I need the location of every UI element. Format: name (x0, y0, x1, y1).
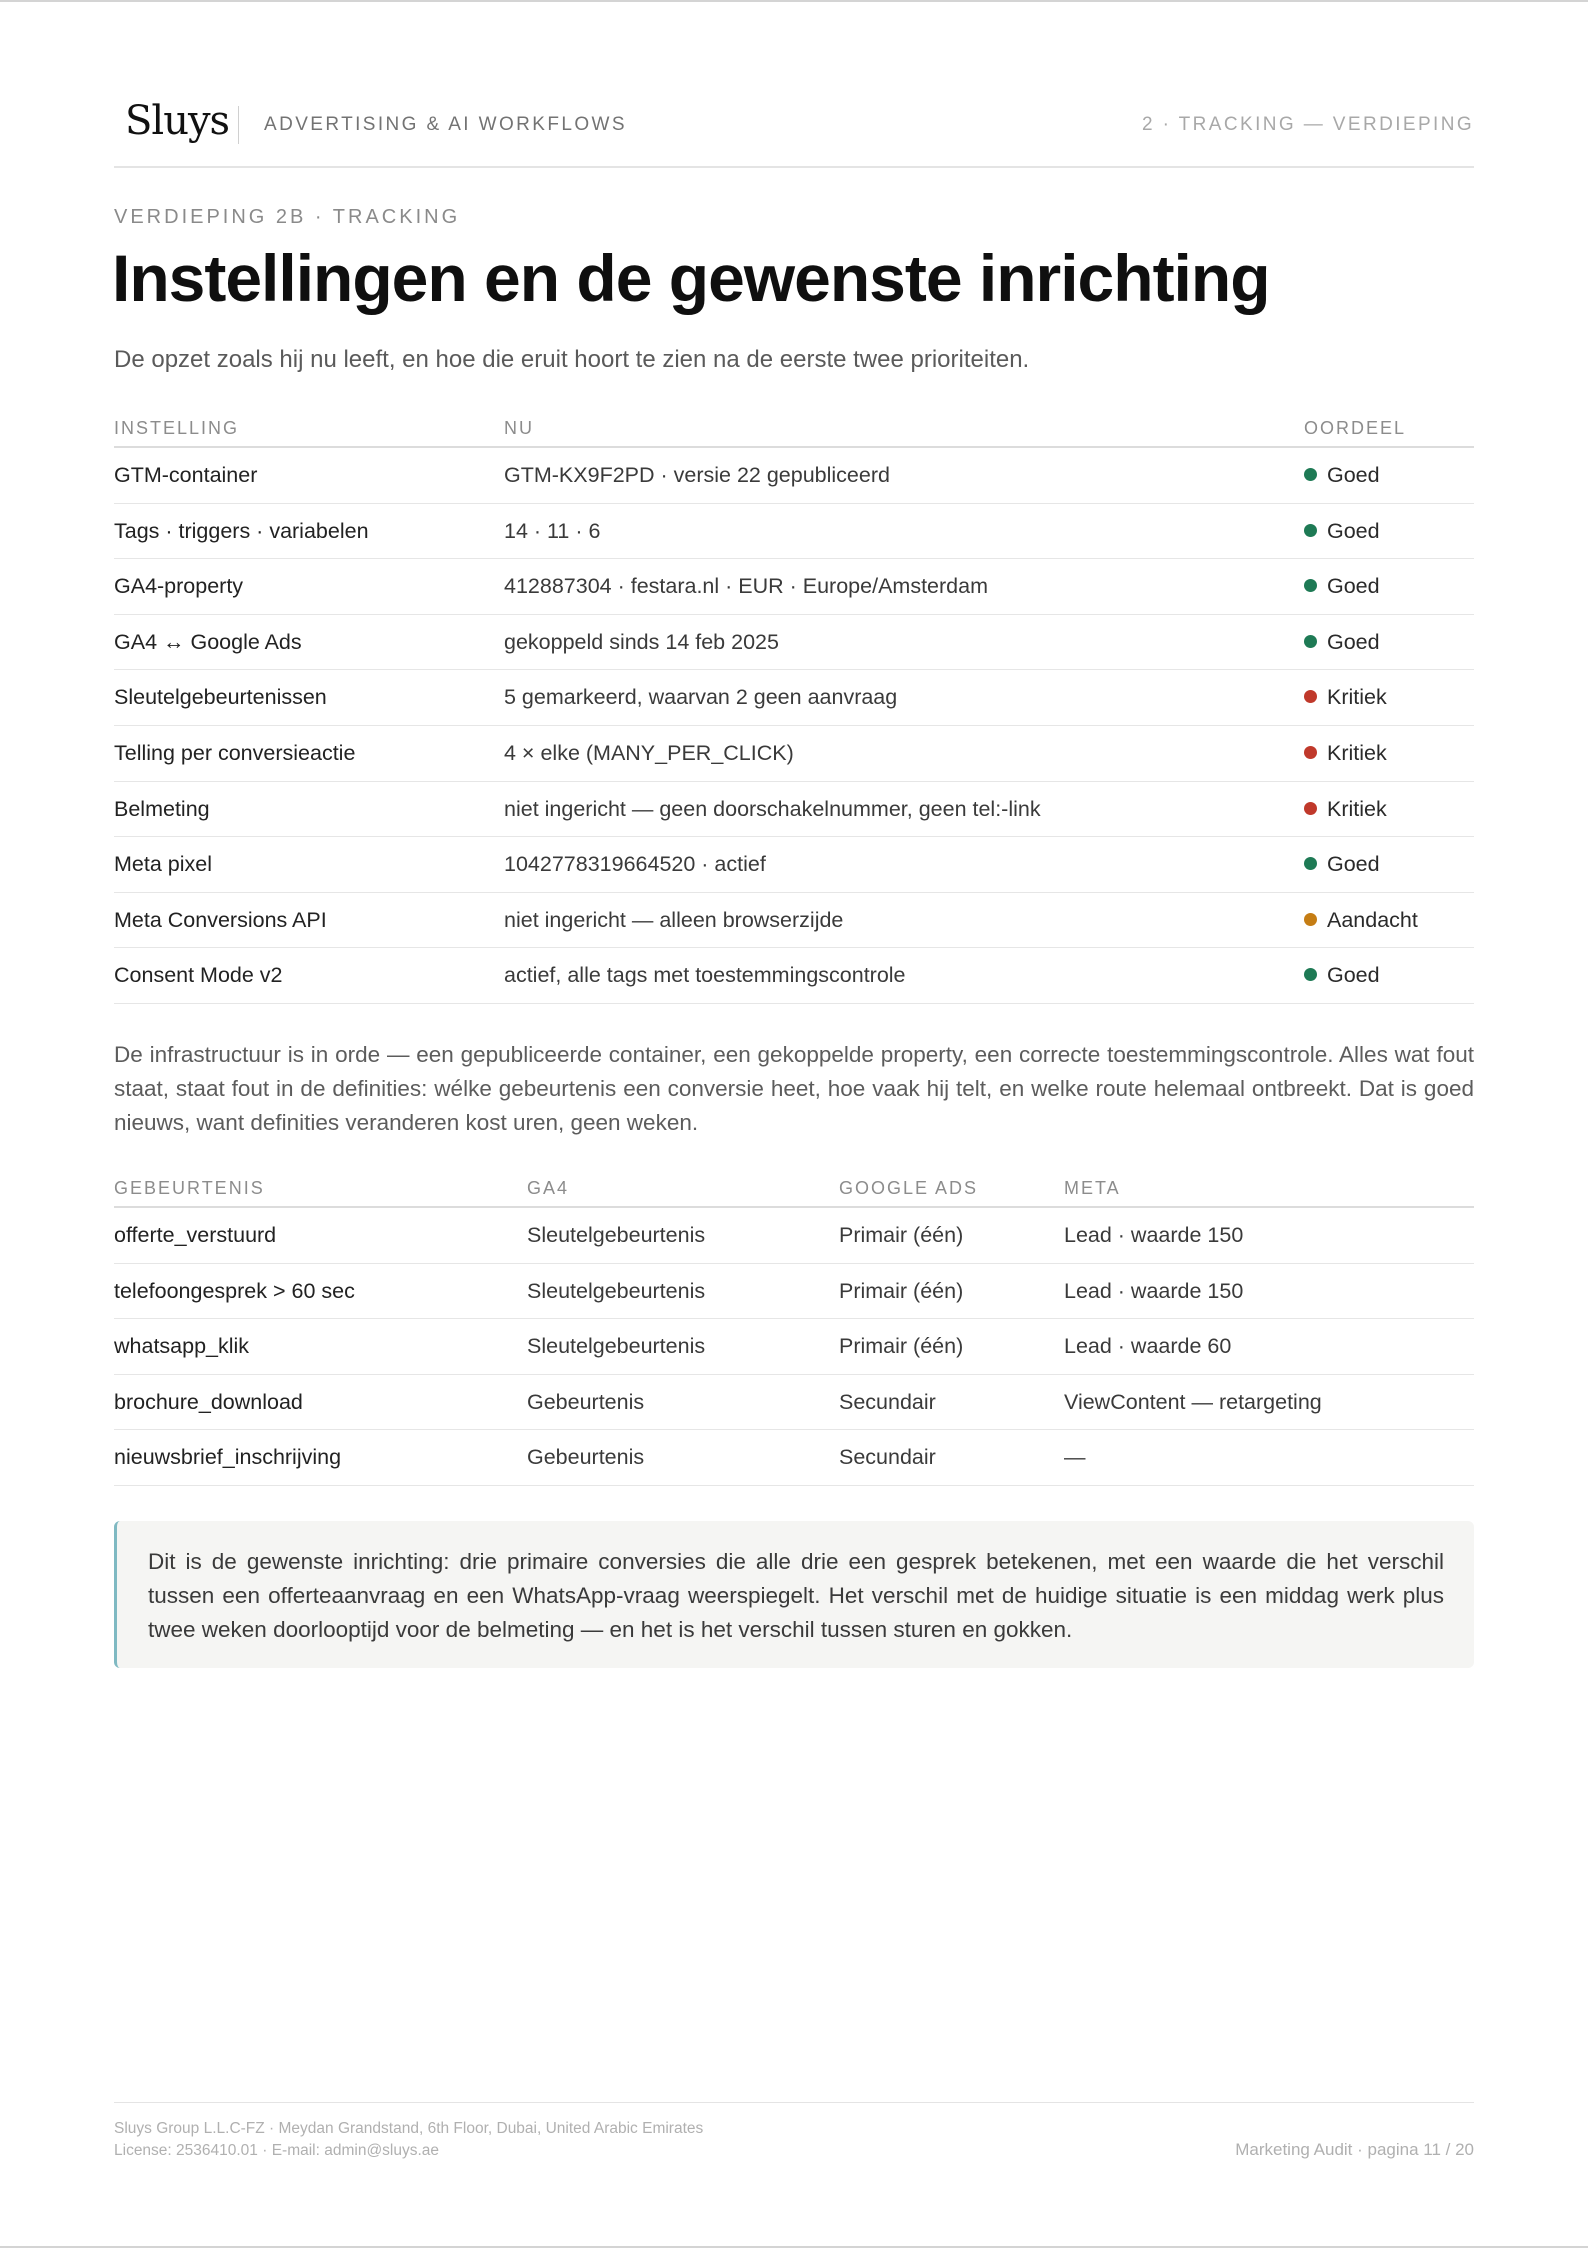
event-meta: Lead · waarde 60 (1064, 1334, 1232, 1359)
status-label: Goed (1327, 574, 1380, 599)
footer-address: Sluys Group L.L.C-FZ · Meydan Grandstand, 6th Floor, Dubai, United Arabic Emirates (114, 2120, 704, 2137)
table-row (114, 1375, 1474, 1431)
event-name: offerte_verstuurd (114, 1223, 277, 1247)
header-title: ADVERTISING & AI WORKFLOWS (264, 114, 627, 135)
column-header-google-ads: GOOGLE ADS (839, 1178, 979, 1198)
page-subtitle: De opzet zoals hij nu leeft, en hoe die eruit hoort te zien na de eerste twee prioriteiten. (114, 346, 1030, 373)
setting-name: GA4-property (114, 574, 244, 599)
setting-name: Meta pixel (114, 852, 212, 877)
footer-license: License: 2536410.01 · E-mail: admin@sluys.ae (114, 2142, 440, 2159)
status-dot-icon (1304, 802, 1317, 815)
setting-name: GTM-container (114, 463, 258, 487)
status-badge (1304, 797, 1387, 822)
setting-current-value: actief, alle tags met toestemmingscontrole (504, 963, 906, 988)
sluys-logo: Sluys (125, 98, 230, 144)
section-eyebrow: VERDIEPING 2B · TRACKING (114, 206, 461, 228)
setting-current-value: gekoppeld sinds 14 feb 2025 (504, 629, 779, 654)
event-ga4: Gebeurtenis (527, 1445, 645, 1470)
column-header-now: NU (504, 418, 534, 438)
page-header (114, 98, 1474, 168)
table-row (114, 615, 1474, 671)
callout-box (114, 1521, 1474, 1668)
status-label: Aandacht (1327, 907, 1418, 932)
table-row (114, 559, 1474, 615)
status-badge (1304, 574, 1380, 599)
status-dot-icon (1304, 468, 1317, 481)
setting-current-value: niet ingericht — alleen browserzijde (504, 907, 844, 932)
callout-text: Dit is de gewenste inrichting: drie primaire conversies die alle drie een gesprek betekenen, met een waarde die het verschil tussen een offerteaanvraag en een WhatsApp-vraag weerspiegelt. Het verschil met de huidige situatie is een middag werk plus twee weken doorlooptijd voor de belmeting — en het is het verschil tussen sturen en gokken. (148, 1549, 1444, 1642)
page-footer (114, 2102, 1474, 2159)
setting-name: Tags · triggers · variabelen (114, 518, 369, 543)
table-row (114, 1208, 1474, 1264)
status-dot-icon (1304, 913, 1317, 926)
events-table (114, 1170, 1474, 1486)
event-name: whatsapp_klik (114, 1334, 250, 1359)
setting-current-value: 4 × elke (MANY_PER_CLICK) (504, 740, 794, 765)
status-label: Goed (1327, 463, 1380, 487)
status-badge (1304, 963, 1380, 988)
setting-name: Meta Conversions API (114, 907, 327, 932)
table-row (114, 726, 1474, 782)
column-header-setting: INSTELLING (114, 418, 240, 438)
settings-table (114, 410, 1474, 1004)
status-badge (1304, 852, 1380, 877)
status-dot-icon (1304, 524, 1317, 537)
settings-table-header (114, 410, 1474, 448)
table-row (114, 1319, 1474, 1375)
event-meta: ViewContent — retargeting (1064, 1389, 1322, 1414)
column-header-ga4: GA4 (527, 1178, 570, 1198)
infrastructure-paragraph: De infrastructuur is in orde — een gepubliceerde container, een gekoppelde property, een correcte toestemmingscontrole. Alles wat fout staat, staat fout in de definities: wélke gebeurtenis een conversie heet, hoe vaak hij telt, en welke route helemaal ontbreekt. Dat is goed nieuws, want definities veranderen kost uren, geen weken. (114, 1042, 1474, 1135)
table-row (114, 1264, 1474, 1320)
setting-current-value: 14 · 11 · 6 (504, 518, 601, 543)
setting-current-value: niet ingericht — geen doorschakelnummer, geen tel:-link (504, 796, 1041, 821)
setting-current-value: 5 gemarkeerd, waarvan 2 geen aanvraag (504, 685, 898, 710)
status-label: Goed (1327, 963, 1380, 988)
status-badge (1304, 630, 1380, 655)
status-badge (1304, 741, 1387, 766)
column-header-meta: META (1064, 1178, 1121, 1198)
table-row (114, 837, 1474, 893)
event-google-ads: Secundair (839, 1445, 936, 1470)
setting-name: Telling per conversieactie (114, 740, 356, 765)
event-meta: Lead · waarde 150 (1064, 1223, 1244, 1247)
event-ga4: Sleutelgebeurtenis (527, 1334, 706, 1359)
event-ga4: Sleutelgebeurtenis (527, 1223, 706, 1247)
page-title: Instellingen en de gewenste inrichting (112, 241, 1270, 315)
status-dot-icon (1304, 857, 1317, 870)
setting-current-value: 412887304 · festara.nl · EUR · Europe/Amsterdam (504, 574, 988, 599)
event-name: nieuwsbrief_inschrijving (114, 1445, 342, 1470)
event-name: telefoongesprek > 60 sec (114, 1278, 355, 1303)
status-label: Kritiek (1327, 796, 1387, 821)
status-dot-icon (1304, 579, 1317, 592)
table-row (114, 893, 1474, 949)
setting-name: Belmeting (114, 796, 210, 821)
status-badge (1304, 685, 1387, 710)
event-google-ads: Secundair (839, 1389, 936, 1414)
status-label: Kritiek (1327, 740, 1387, 765)
setting-current-value: GTM-KX9F2PD · versie 22 gepubliceerd (504, 463, 890, 487)
event-google-ads: Primair (één) (839, 1334, 964, 1359)
table-row (114, 448, 1474, 504)
table-row (114, 504, 1474, 560)
column-header-verdict: OORDEEL (1304, 418, 1407, 438)
setting-name: Consent Mode v2 (114, 963, 283, 988)
event-meta: Lead · waarde 150 (1064, 1278, 1244, 1303)
event-meta: — (1064, 1445, 1086, 1470)
header-divider (238, 106, 239, 144)
setting-name: Sleutelgebeurtenissen (114, 685, 327, 710)
status-badge (1304, 908, 1418, 933)
table-row (114, 670, 1474, 726)
status-label: Goed (1327, 518, 1380, 543)
event-name: brochure_download (114, 1389, 303, 1414)
status-label: Goed (1327, 852, 1380, 877)
status-badge (1304, 463, 1380, 488)
event-ga4: Sleutelgebeurtenis (527, 1278, 706, 1303)
footer-company-info (114, 2118, 703, 2162)
table-row (114, 948, 1474, 1004)
table-row (114, 1430, 1474, 1486)
header-section: 2 · TRACKING — VERDIEPING (1141, 114, 1474, 135)
status-dot-icon (1304, 690, 1317, 703)
status-dot-icon (1304, 635, 1317, 648)
status-badge (1304, 519, 1380, 544)
setting-name: GA4 ↔ Google Ads (114, 629, 302, 654)
table-row (114, 782, 1474, 838)
status-label: Goed (1327, 629, 1380, 654)
footer-page-number: Marketing Audit · pagina 11 / 20 (1235, 2140, 1474, 2159)
event-google-ads: Primair (één) (839, 1278, 964, 1303)
status-dot-icon (1304, 968, 1317, 981)
event-ga4: Gebeurtenis (527, 1389, 645, 1414)
column-header-event: GEBEURTENIS (114, 1178, 265, 1198)
status-dot-icon (1304, 746, 1317, 759)
setting-current-value: 1042778319664520 · actief (504, 852, 766, 877)
events-table-header (114, 1170, 1474, 1208)
status-label: Kritiek (1327, 685, 1387, 710)
event-google-ads: Primair (één) (839, 1223, 964, 1247)
